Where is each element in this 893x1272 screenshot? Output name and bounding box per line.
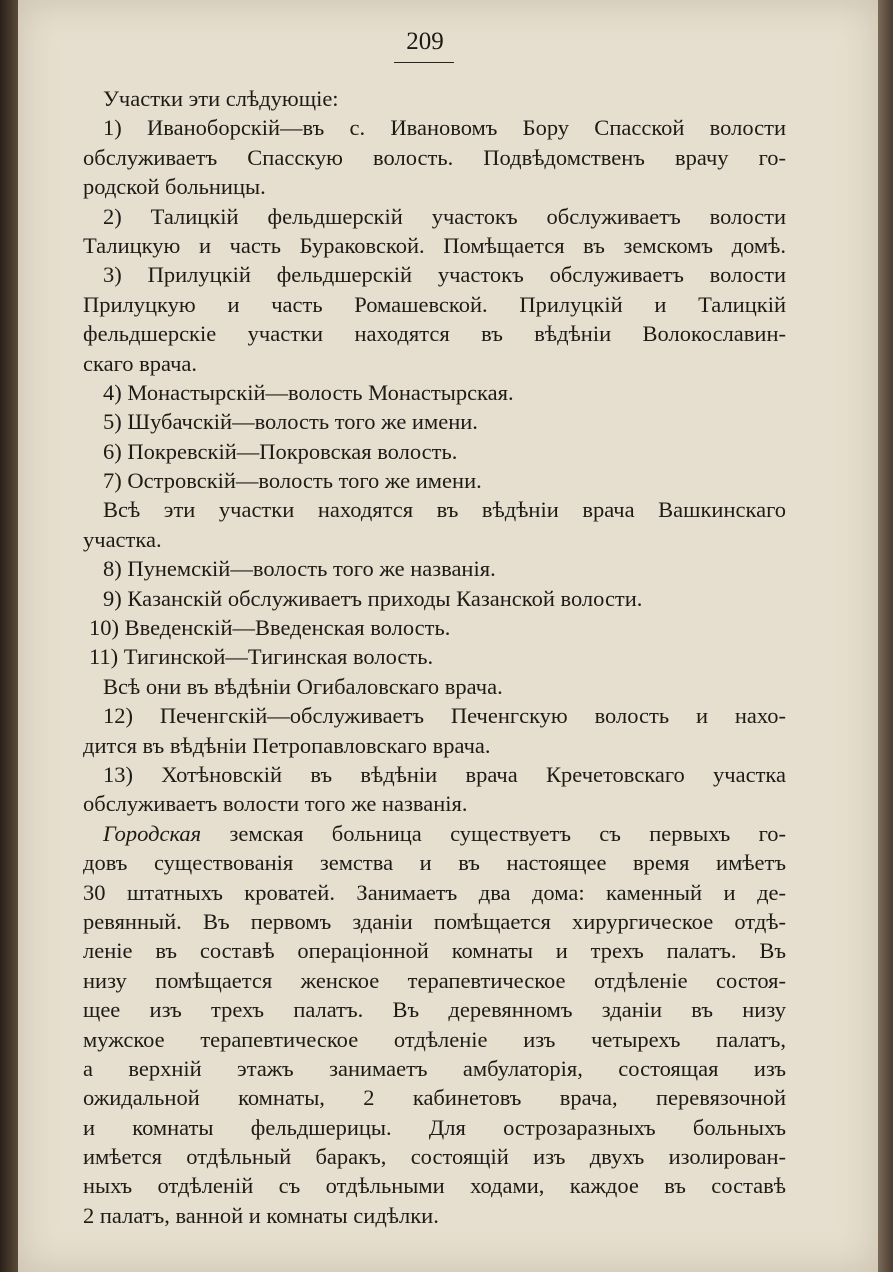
text-line: [83, 848, 786, 877]
page-number-underline: [394, 62, 454, 63]
text-line: [83, 966, 786, 995]
text-line-content: а верхній этажъ занимаетъ амбулаторія, состоящая изъ: [83, 1055, 786, 1081]
text-line: [83, 789, 786, 818]
italic-lead-word: Городская: [103, 820, 202, 846]
text-line-content: ожидальной комнаты, 2 кабинетовъ врача, перевязочной: [83, 1085, 786, 1111]
text-line: [83, 878, 786, 907]
text-line: [83, 495, 786, 524]
text-line: [83, 642, 786, 671]
text-line: [83, 525, 786, 554]
text-line-content: Участки эти слѣдующіе:: [103, 86, 339, 111]
text-line: [83, 407, 786, 436]
text-line: [83, 819, 786, 848]
text-line-content: 10) Введенскій—Введенская волость.: [89, 615, 451, 641]
text-line: [83, 995, 786, 1024]
text-line: [83, 760, 786, 789]
text-line-content: 6) Покревскій—Покровская волость.: [103, 438, 458, 464]
text-line: [83, 260, 786, 289]
text-line-content: участка.: [83, 526, 162, 552]
text-line-content: 3) Прилуцкій фельдшерскій участокъ обслуживаетъ волости: [103, 262, 786, 288]
text-line: [83, 202, 786, 231]
text-line: [83, 1054, 786, 1083]
text-line-content: 30 штатныхъ кроватей. Занимаетъ два дома: каменный и де-: [83, 879, 786, 905]
text-line-content: 9) Казанскій обслуживаетъ приходы Казанской волости.: [103, 585, 643, 611]
text-line: [83, 466, 786, 495]
text-line: [83, 84, 786, 113]
text-line-content: земская больница существуетъ съ первыхъ го-: [229, 820, 786, 846]
text-line: [83, 613, 786, 642]
text-line: [83, 1083, 786, 1112]
text-line-content: дится въ вѣдѣніи Петропавловскаго врача.: [83, 732, 491, 758]
text-line: [83, 907, 786, 936]
text-line: [83, 672, 786, 701]
text-line-content: 12) Печенгскій—обслуживаетъ Печенгскую волость и нахо-: [103, 703, 786, 729]
text-line-content: 1) Иваноборскій—въ с. Ивановомъ Бору Спасской волости: [103, 115, 786, 141]
text-line-content: Всѣ эти участки находятся въ вѣдѣніи врача Вашкинскаго: [103, 497, 786, 523]
text-line-content: ревянный. Въ первомъ зданіи помѣщается хирургическое отдѣ-: [83, 908, 786, 934]
text-line-content: 2 палатъ, ванной и комнаты сидѣлки.: [83, 1202, 439, 1228]
text-line-content: 5) Шубачскій—волость того же имени.: [103, 409, 478, 435]
text-line-content: низу помѣщается женское терапевтическое отдѣленіе состоя-: [83, 967, 786, 993]
text-line-content: щее изъ трехъ палатъ. Въ деревянномъ зданіи въ низу: [83, 997, 786, 1023]
text-line-content: леніе въ составѣ операціонной комнаты и трехъ палатъ. Въ: [83, 938, 786, 964]
text-line: [83, 584, 786, 613]
text-line: [83, 113, 786, 142]
text-line-content: Талицкую и часть Бураковской. Помѣщается въ земскомъ домѣ.: [83, 232, 786, 258]
text-line: [83, 290, 786, 319]
text-line: [83, 1201, 786, 1230]
text-line-content: родской больницы.: [83, 174, 266, 200]
text-line: [83, 231, 786, 260]
text-line: [83, 437, 786, 466]
text-line: [83, 1171, 786, 1200]
text-line-content: 2) Талицкій фельдшерскій участокъ обслуживаетъ волости: [103, 203, 786, 229]
text-line-content: 4) Монастырскій—волость Монастырская.: [103, 379, 514, 405]
text-line: [83, 1113, 786, 1142]
text-line: [83, 701, 786, 730]
text-line: [83, 554, 786, 583]
text-line: [83, 731, 786, 760]
text-line-content: Всѣ они въ вѣдѣніи Огибаловскаго врача.: [103, 673, 503, 699]
page-number: 209: [406, 28, 444, 55]
text-line-content: имѣется отдѣльный баракъ, состоящій изъ двухъ изолирован-: [83, 1144, 786, 1170]
text-line: [83, 378, 786, 407]
text-line-content: Прилуцкую и часть Ромашевской. Прилуцкій и Талицкій: [83, 291, 786, 317]
text-line-content: и комнаты фельдшерицы. Для острозаразныхъ больныхъ: [83, 1114, 786, 1140]
text-line-content: скаго врача.: [83, 350, 197, 376]
text-line-content: довъ существованія земства и въ настоящее время имѣетъ: [83, 850, 786, 876]
text-line-content: 11) Тигинской—Тигинская волость.: [89, 644, 434, 670]
text-line: [83, 1025, 786, 1054]
text-line-content: 8) Пунемскій—волость того же названія.: [103, 556, 496, 582]
text-line-content: мужское терапевтическое отдѣленіе изъ четырехъ палатъ,: [83, 1026, 786, 1052]
book-spine-edge: [0, 0, 18, 1272]
text-line: [83, 1142, 786, 1171]
text-line: [83, 319, 786, 348]
text-line-content: ныхъ отдѣленій съ отдѣльными ходами, каждое въ составѣ: [83, 1173, 786, 1199]
text-line: [83, 936, 786, 965]
page-edge-right: [878, 0, 893, 1272]
text-line-content: 13) Хотѣновскій въ вѣдѣніи врача Кречетовскаго участка: [103, 761, 786, 787]
text-line-content: обслуживаетъ волости того же названія.: [83, 791, 468, 817]
text-line-content: 7) Островскій—волость того же имени.: [103, 468, 482, 494]
text-line: [83, 349, 786, 378]
text-line-content: обслуживаетъ Спасскую волость. Подвѣдомственъ врачу го-: [83, 144, 786, 170]
text-line: [83, 143, 786, 172]
text-line: [83, 172, 786, 201]
body-text: [83, 84, 786, 1230]
text-line-content: фельдшерскіе участки находятся въ вѣдѣніи Волокославин-: [83, 321, 786, 347]
